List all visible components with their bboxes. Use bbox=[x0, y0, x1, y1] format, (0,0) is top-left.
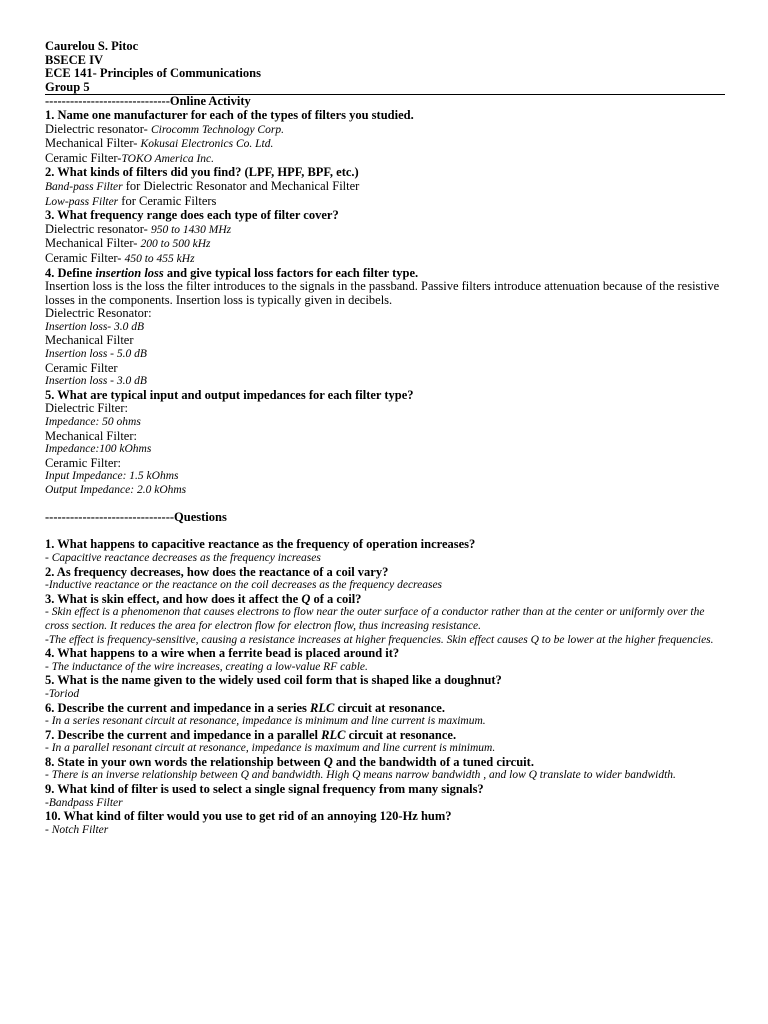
question-emphasis: Q bbox=[323, 754, 333, 769]
insertion-loss-definition: Insertion loss is the loss the filter introduces to the signals in the passband. Passive filters introduce attenuation because of the resistive losses in the components. Insertion loss is typically given in decibels. bbox=[45, 279, 720, 307]
question-4: 4. What happens to a wire when a ferrite bead is placed around it? bbox=[45, 646, 400, 661]
question-text: circuit at resonance. bbox=[345, 727, 457, 742]
activity-answer-3-1 bbox=[45, 223, 725, 238]
online-activity-title: ------------------------------Online Activity bbox=[45, 94, 251, 109]
activity-answer-5-1-value: Impedance: 50 ohms bbox=[45, 416, 141, 429]
question-emphasis: Q bbox=[301, 591, 311, 606]
answer-6: - In a series resonant circuit at resonance, impedance is minimum and line current is maximum. bbox=[45, 715, 486, 728]
activity-answer-5-2-value: Impedance:100 kOhms bbox=[45, 443, 152, 456]
answer-label: for Ceramic Filters bbox=[118, 193, 217, 208]
answer-3-part-1: - Skin effect is a phenomenon that causes electrons to flow near the outer surface of a conductor rather than at the center or uniformly over the cross section. It reduces the area for electron flow for electron flow, thus increasing resistance. bbox=[45, 606, 705, 632]
answer-value: Low-pass Filter bbox=[45, 195, 119, 208]
group-label: Group 5 bbox=[45, 79, 90, 94]
question-10: 10. What kind of filter would you use to get rid of an annoying 120-Hz hum? bbox=[45, 809, 452, 824]
activity-question-3: 3. What frequency range does each type of filter cover? bbox=[45, 208, 339, 223]
activity-answer-1-2 bbox=[45, 137, 725, 152]
activity-answer-5-3-value-input: Input Impedance: 1.5 kOhms bbox=[45, 470, 179, 483]
activity-question-4 bbox=[45, 267, 725, 281]
activity-answer-4-3-label: Ceramic Filter bbox=[45, 360, 118, 375]
question-7 bbox=[45, 729, 725, 743]
question-text: 6. Describe the current and impedance in a series bbox=[45, 700, 311, 715]
header-block bbox=[45, 40, 725, 94]
activity-answer-2-2 bbox=[45, 195, 725, 210]
answer-value: Kokusai Electronics Co. Ltd. bbox=[140, 138, 274, 151]
answer-10: - Notch Filter bbox=[45, 823, 109, 836]
question-text: 8. State in your own words the relationship between bbox=[45, 754, 324, 769]
program: BSECE IV bbox=[45, 52, 104, 67]
activity-answer-5-3-value-output: Output Impedance: 2.0 kOhms bbox=[45, 484, 187, 496]
answer-value: 200 to 500 kHz bbox=[140, 238, 211, 251]
questions-title: -------------------------------Questions bbox=[45, 510, 227, 525]
question-text: and give typical loss factors for each filter type. bbox=[163, 265, 419, 280]
section-spacer bbox=[45, 525, 725, 539]
answer-value: TOKO America Inc. bbox=[121, 152, 214, 165]
question-5: 5. What is the name given to the widely used coil form that is shaped like a doughnut? bbox=[45, 673, 502, 688]
section-spacer bbox=[45, 498, 725, 512]
activity-question-2: 2. What kinds of filters did you find? (LPF, HPF, BPF, etc.) bbox=[45, 165, 359, 180]
answer-label: Mechanical Filter- bbox=[45, 136, 141, 151]
question-1: 1. What happens to capacitive reactance as the frequency of operation increases? bbox=[45, 537, 476, 552]
question-text: of a coil? bbox=[310, 591, 362, 606]
activity-question-5: 5. What are typical input and output impedances for each filter type? bbox=[45, 387, 414, 402]
online-activity-section bbox=[45, 95, 725, 497]
activity-answer-3-3 bbox=[45, 252, 725, 267]
activity-answer-4-2-label: Mechanical Filter bbox=[45, 333, 134, 348]
question-emphasis: RLC bbox=[321, 727, 346, 742]
answer-label: Ceramic Filter- bbox=[45, 150, 122, 165]
activity-answer-4-2-value: Insertion loss - 5.0 dB bbox=[45, 348, 147, 361]
question-text: 4. Define bbox=[45, 265, 96, 280]
activity-answer-4-3-value: Insertion loss - 3.0 dB bbox=[45, 375, 147, 388]
answer-value: 950 to 1430 MHz bbox=[150, 223, 232, 236]
question-8 bbox=[45, 756, 725, 770]
answer-value: Cirocomm Technology Corp. bbox=[150, 123, 284, 136]
question-3 bbox=[45, 593, 725, 607]
question-emphasis: insertion loss bbox=[95, 265, 164, 280]
activity-answer-2-1 bbox=[45, 180, 725, 195]
answer-value: 450 to 455 kHz bbox=[124, 252, 195, 265]
question-text: 7. Describe the current and impedance in a parallel bbox=[45, 727, 322, 742]
question-text: 3. What is skin effect, and how does it affect the bbox=[45, 591, 302, 606]
answer-3-part-2: -The effect is frequency-sensitive, causing a resistance increases at higher frequencies. Skin effect causes Q to be lower at the higher frequencies. bbox=[45, 633, 714, 646]
document-page bbox=[45, 40, 725, 837]
course-title: ECE 141- Principles of Communications bbox=[45, 66, 261, 81]
answer-8: - There is an inverse relationship between Q and bandwidth. High Q means narrow bandwidth , and low Q translate to wider bandwidth. bbox=[45, 769, 676, 782]
answer-5: -Toriod bbox=[45, 687, 80, 700]
activity-answer-3-2 bbox=[45, 237, 725, 252]
activity-answer-5-3-label: Ceramic Filter: bbox=[45, 455, 122, 470]
answer-label: Ceramic Filter- bbox=[45, 250, 125, 265]
answer-1: - Capacitive reactance decreases as the frequency increases bbox=[45, 551, 321, 564]
question-text: circuit at resonance. bbox=[334, 700, 445, 715]
answer-value: Band-pass Filter bbox=[45, 180, 123, 193]
question-9: 9. What kind of filter is used to select a single signal frequency from many signals? bbox=[45, 782, 484, 797]
activity-question-1: 1. Name one manufacturer for each of the types of filters you studied. bbox=[45, 107, 414, 122]
question-emphasis: RLC bbox=[310, 700, 335, 715]
activity-answer-1-1 bbox=[45, 123, 725, 138]
answer-7: - In a parallel resonant circuit at resonance, impedance is maximum and line current is minimum. bbox=[45, 742, 496, 755]
student-name: Caurelou S. Pitoc bbox=[45, 39, 139, 53]
answer-label: for Dielectric Resonator and Mechanical Filter bbox=[122, 178, 360, 193]
activity-answer-5-1-label: Dielectric Filter: bbox=[45, 401, 128, 416]
answer-2: -Inductive reactance or the reactance on the coil decreases as the frequency decreases bbox=[45, 579, 443, 592]
answer-label: Mechanical Filter- bbox=[45, 236, 141, 251]
activity-answer-4-1-value: Insertion loss- 3.0 dB bbox=[45, 320, 145, 333]
answer-4: - The inductance of the wire increases, creating a low-value RF cable. bbox=[45, 660, 368, 673]
answer-label: Dielectric resonator- bbox=[45, 121, 151, 136]
activity-answer-4-1-label: Dielectric Resonator: bbox=[45, 306, 152, 321]
question-2: 2. As frequency decreases, how does the reactance of a coil vary? bbox=[45, 564, 389, 579]
answer-9: -Bandpass Filter bbox=[45, 796, 123, 809]
activity-answer-1-3 bbox=[45, 152, 725, 167]
question-6 bbox=[45, 702, 725, 716]
questions-section bbox=[45, 511, 725, 837]
answer-label: Dielectric resonator- bbox=[45, 221, 151, 236]
activity-answer-5-2-label: Mechanical Filter: bbox=[45, 428, 137, 443]
question-text: and the bandwidth of a tuned circuit. bbox=[332, 754, 534, 769]
